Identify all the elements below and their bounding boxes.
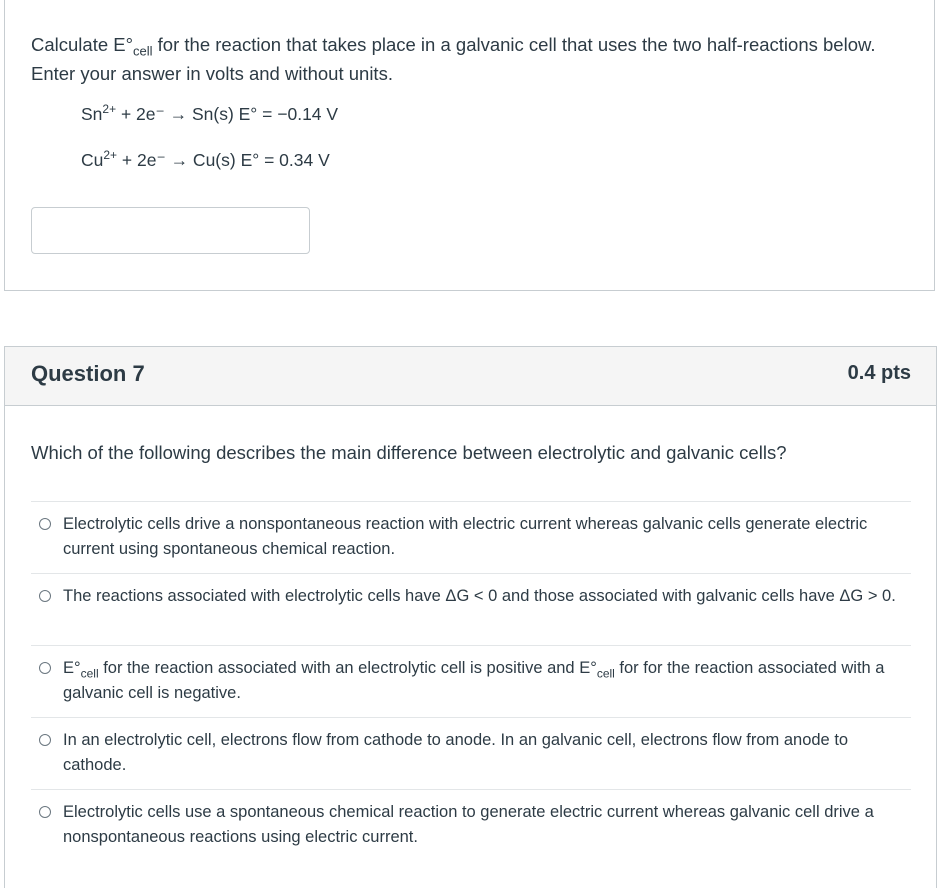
half-reaction-rest: + 2e⁻ → Cu(s) E° = 0.34 V (117, 150, 330, 170)
half-reaction-tin (81, 104, 338, 125)
question-header (5, 347, 936, 406)
answer-option-1[interactable] (31, 501, 911, 573)
question-7-card (4, 346, 937, 888)
answer-option-2[interactable] (31, 573, 911, 645)
half-reaction-rest: + 2e⁻ → Sn(s) E° = −0.14 V (116, 104, 339, 124)
radio-button[interactable] (39, 518, 51, 530)
radio-button[interactable] (39, 806, 51, 818)
question-6-card (4, 0, 935, 291)
answer-list (31, 501, 911, 861)
radio-button[interactable] (39, 590, 51, 602)
question-title: Question 7 (31, 361, 145, 386)
answer-text-part: E° (63, 659, 81, 677)
prompt-text-part: Calculate E° (31, 34, 134, 55)
answer-subscript: cell (596, 666, 615, 681)
ion-symbol: Sn (81, 104, 103, 124)
answer-input[interactable] (31, 207, 310, 254)
radio-button[interactable] (39, 734, 51, 746)
answer-label: Electrolytic cells drive a nonspontaneous reaction with electric current whereas galvanic cells generate electric current using spontaneous chemical reaction. (63, 515, 868, 558)
question-points: 0.4 pts (847, 362, 911, 384)
radio-button[interactable] (39, 662, 51, 674)
ion-symbol: Cu (81, 150, 104, 170)
answer-option-5[interactable] (31, 789, 911, 861)
answer-subscript: cell (80, 666, 99, 681)
answer-text-part: for the reaction associated with an electrolytic cell is positive and E° (98, 659, 597, 677)
ion-charge: 2+ (103, 148, 118, 163)
answer-label: In an electrolytic cell, electrons flow from cathode to anode. In an galvanic cell, electrons flow from anode to cathode. (63, 731, 849, 774)
answer-option-4[interactable] (31, 717, 911, 789)
answer-option-3[interactable] (31, 645, 911, 717)
question-prompt: Which of the following describes the main difference between electrolytic and galvanic cells? (31, 442, 787, 463)
answer-text-part: for for the reaction associated with a galvanic cell is negative. (63, 659, 885, 702)
answer-label: The reactions associated with electrolytic cells have ΔG < 0 and those associated with galvanic cells have ΔG > 0. (63, 587, 896, 605)
question-6-prompt (31, 30, 901, 88)
ion-charge: 2+ (102, 102, 117, 117)
prompt-subscript: cell (133, 43, 153, 59)
half-reaction-copper (81, 150, 330, 171)
answer-label: Electrolytic cells use a spontaneous chemical reaction to generate electric current whereas galvanic cell drive a nonspontaneous reactions using electric current. (63, 803, 874, 846)
prompt-text-part: for the reaction that takes place in a galvanic cell that uses the two half-reactions below. Enter your answer in volts and without units. (31, 34, 876, 84)
answer-label (63, 656, 903, 706)
